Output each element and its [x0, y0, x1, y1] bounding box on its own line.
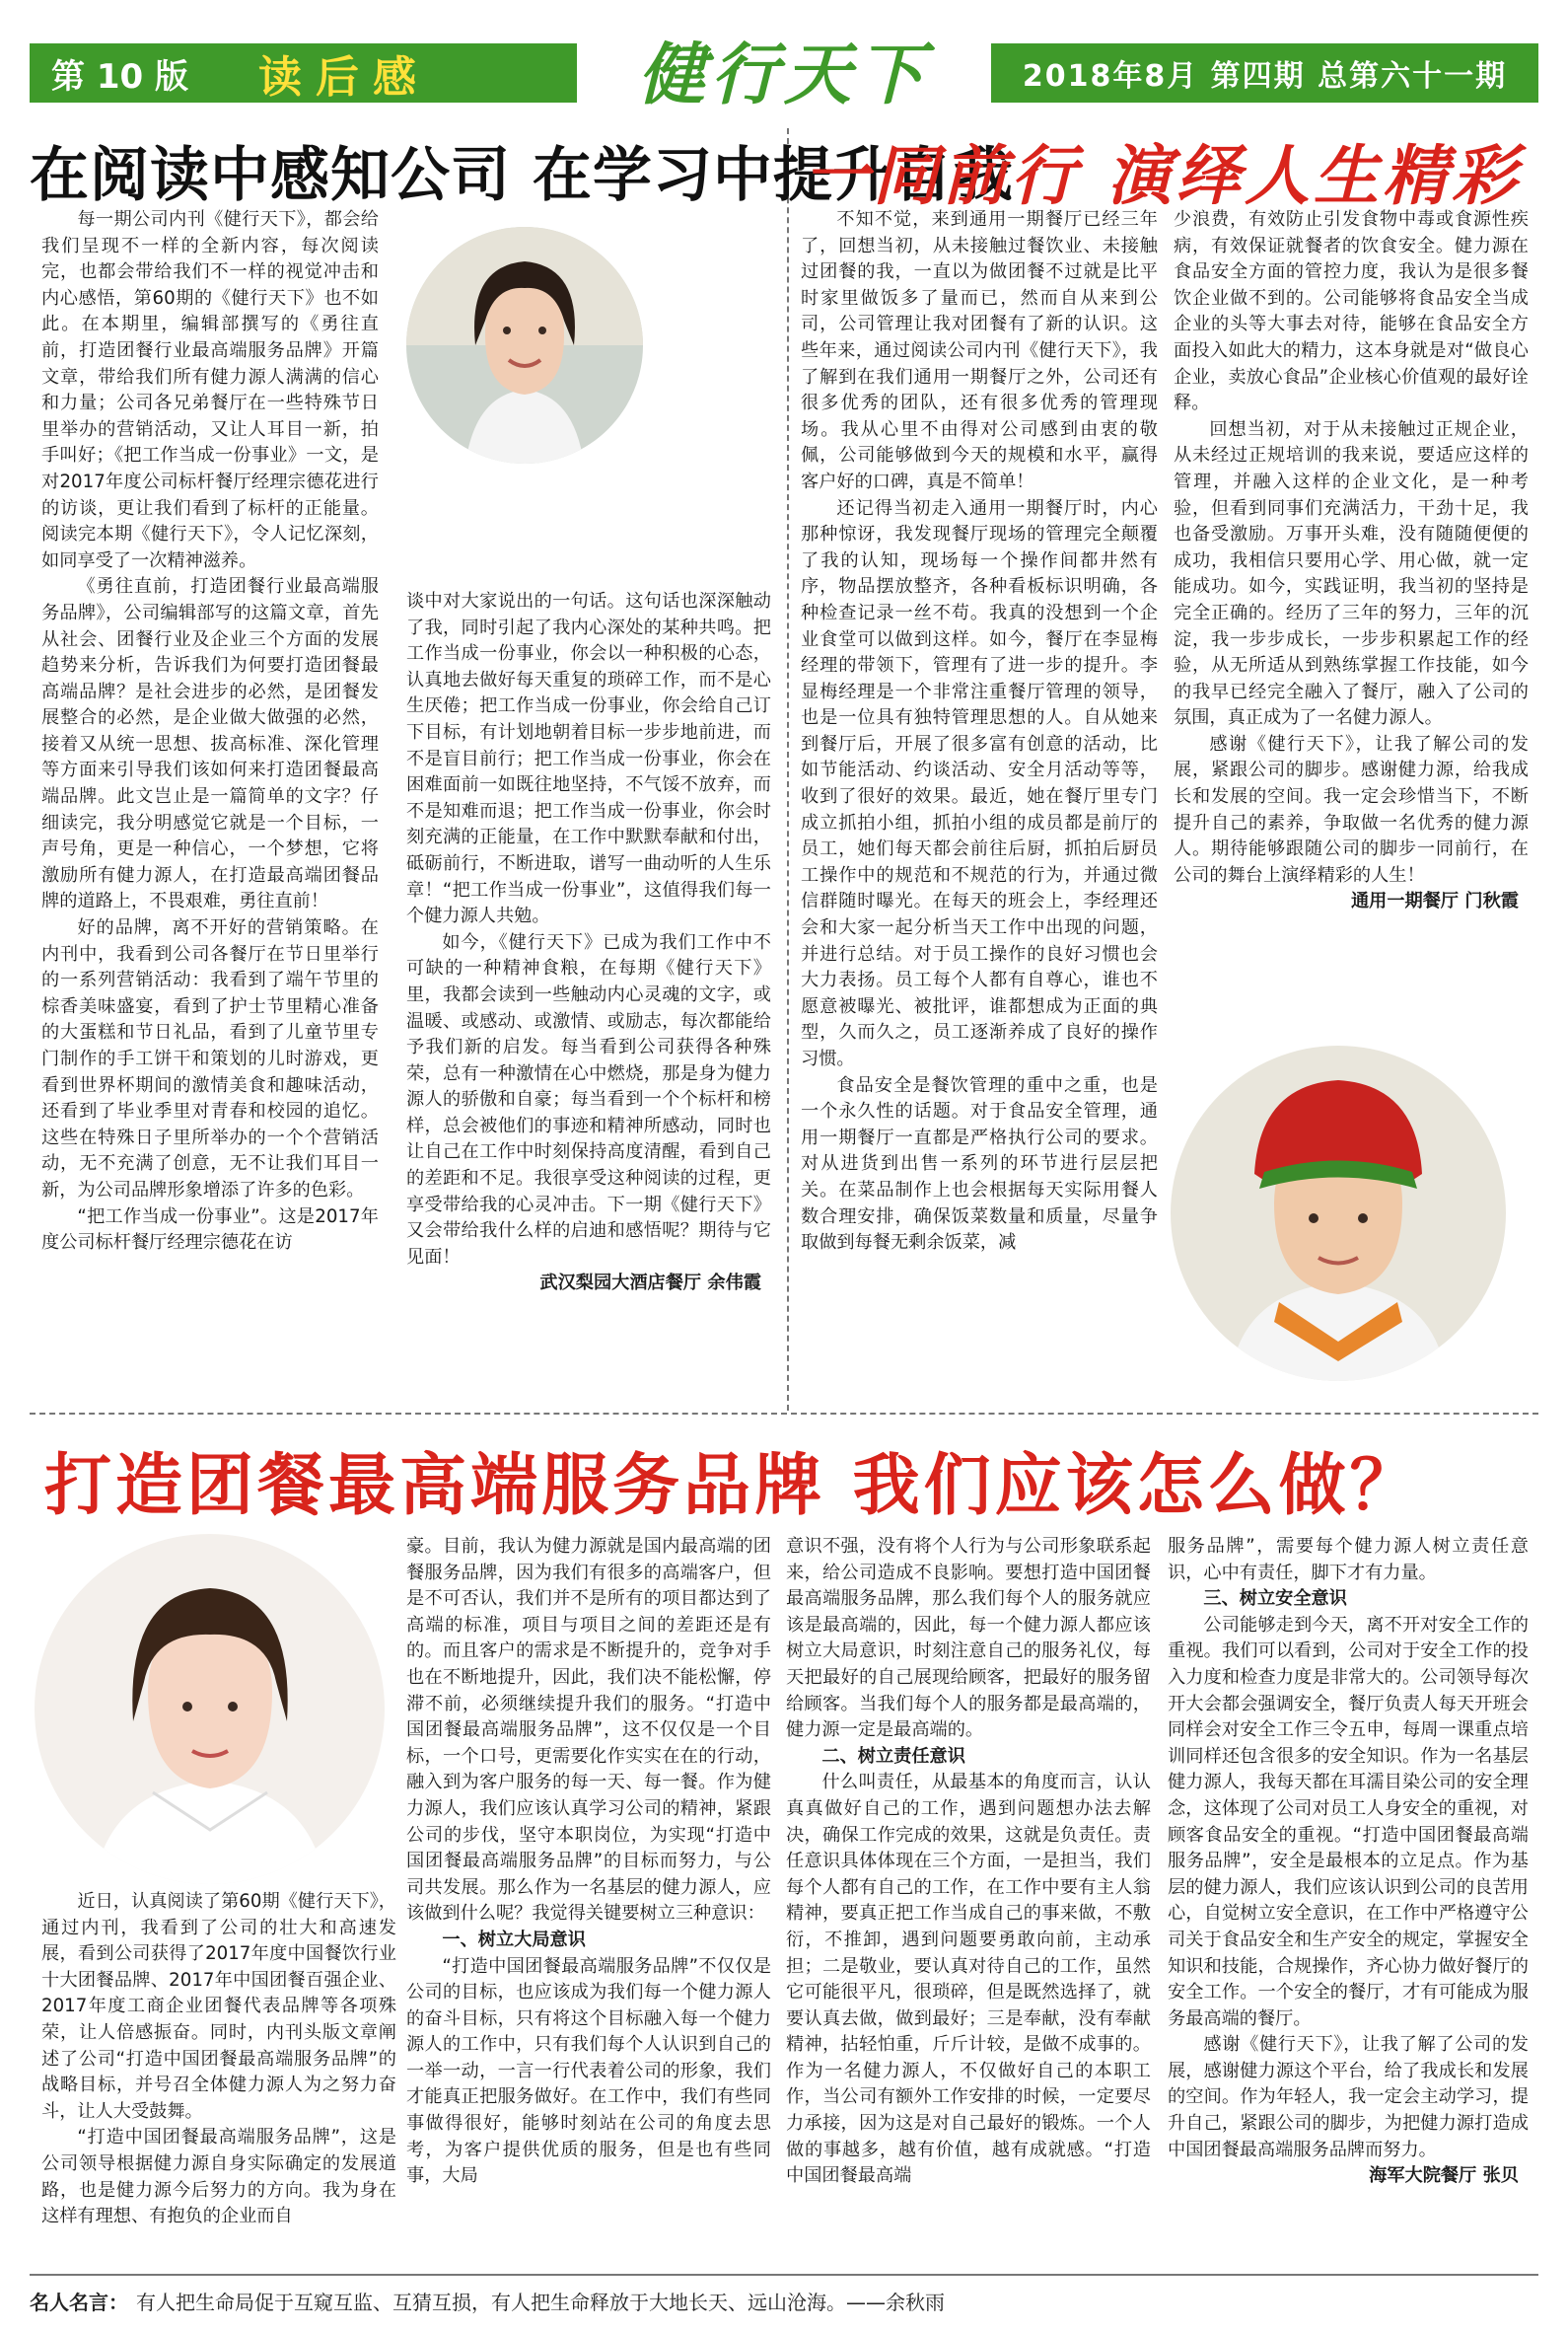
subheading: 三、树立安全意识 — [1203, 1588, 1347, 1610]
portrait-image — [35, 1534, 385, 1884]
masthead-left-bar — [30, 43, 577, 103]
masthead-right-bar — [991, 43, 1538, 103]
portrait-image — [1171, 1046, 1506, 1381]
article2-column-1 — [801, 207, 1158, 1396]
paragraph: 不知不觉，来到通用一期餐厅已经三年了，回想当初，从未接触过餐饮业、未接触过团餐的我，一直以为做团餐不过就是比平时家里做饭多了量而已，然而自从来到公司，公司管理让我对团餐有了新的认识。这些年来，通过阅读公司内刊《健行天下》，我了解到在我们通用一期餐厅之外，公司还有很多优秀的团队，还有很多优秀的管理现场。我从心里不由得对公司感到由衷的敬佩，公司能够做到今天的规模和水平，赢得客户好的口碑，真是不简单！ — [801, 209, 1158, 492]
article1-title: 在阅读中感知公司 在学习中提升自我 — [30, 141, 1014, 210]
paragraph: “打造中国团餐最高端服务品牌”不仅仅是公司的目标，也应该成为我们每一个健力源人的奋斗目标，只有将这个目标融入每一个健力源人的工作中，只有我们每个人认识到自己的一举一动，一言一行代表着公司的形象，我们才能真正把服务做好。在工作中，我们有些同事做得很好，能够时刻站在公司的角度去思考，为客户提供优质的服务，但是也有些同事，大局 — [406, 1955, 771, 2187]
article2-title: 一同前行 演绎人生精彩 — [804, 137, 1521, 214]
article2-signature: 通用一期餐厅 门秋霞 — [1350, 891, 1519, 912]
article3-title: 打造团餐最高端服务品牌 我们应该怎么做？ — [44, 1446, 1421, 1525]
paragraph: 《勇往直前，打造团餐行业最高端服务品牌》，公司编辑部写的这篇文章，首先从社会、团餐行业及企业三个方面的发展趋势来分析，告诉我们为何要打造团餐最高端品牌？是社会进步的必然，是团餐发展整合的必然，是企业做大做强的必然，接着又从统一思想、拔高标准、深化管理等方面来引导我们该如何来打造团餐最高端品牌。此文岂止是一篇简单的文字？仔细读完，我分明感觉它就是一个目标，一声号角，更是一种信心，一个梦想，它将激励所有健力源人，在打造最高端团餐品牌的道路上，不畏艰难，勇往直前！ — [41, 576, 379, 912]
paragraph: 服务品牌”，需要每个健力源人树立责任意识，心中有责任，脚下才有力量。 — [1168, 1536, 1529, 1583]
column-divider-top — [787, 128, 789, 1411]
article3-column-4 — [1168, 1534, 1529, 2269]
paper-logo — [602, 30, 966, 114]
footer-quote-bar — [30, 2281, 1538, 2320]
article3-column-2 — [406, 1534, 771, 2269]
paragraph: 少浪费，有效防止引发食物中毒或食源性疾病，有效保证就餐者的饮食安全。健力源在食品安全方面的管控力度，我认为是很多餐饮企业做不到的。公司能够将食品安全当成企业的头等大事去对待，能够在食品安全方面投入如此大的精力，这本身就是对“做良心企业，卖放心食品”企业核心价值观的最好诠释。 — [1174, 209, 1529, 414]
paragraph: 每一期公司内刊《健行天下》，都会给我们呈现不一样的全新内容，每次阅读完，也都会带给我们不一样的视觉冲击和内心感悟，第60期的《健行天下》也不如此。在本期里，编辑部撰写的《勇往直前，打造团餐行业最高端服务品牌》开篇文章，带给我们所有健力源人满满的信心和力量；公司各兄弟餐厅在一些特殊节日里举办的营销活动，又让人耳目一新，拍手叫好；《把工作当成一份事业》一文，是对2017年度公司标杆餐厅经理宗德花进行的访谈，更让我们看到了标杆的正能量。阅读完本期《健行天下》，令人记忆深刻，如同享受了一次精神滋养。 — [41, 209, 379, 571]
paragraph: 感谢《健行天下》，让我了解公司的发展，紧跟公司的脚步。感谢健力源，给我成长和发展的空间。我一定会珍惜当下，不断提升自己的素养，争取做一名优秀的健力源人。期待能够跟随公司的脚步一同前行，在公司的舞台上演绎精彩的人生！ — [1174, 733, 1529, 886]
article2-column-2 — [1174, 207, 1529, 1036]
subheading: 一、树立大局意识 — [442, 1929, 586, 1950]
paragraph: 近日，认真阅读了第60期《健行天下》，通过内刊，我看到了公司的壮大和高速发展，看到公司获得了2017年度中国餐饮行业十大团餐品牌、2017年中国团餐百强企业、2017年度工商企业团餐代表品牌等各项殊荣，让人倍感振奋。同时，内刊头版文章阐述了公司“打造中国团餐最高端服务品牌”的战略目标，并号召全体健力源人为之努力奋斗，让人大受鼓舞。 — [41, 1891, 396, 2122]
article3-column-3 — [786, 1534, 1151, 2269]
page-number: 第 10 版 — [51, 56, 188, 97]
issue-date: 2018年8月 第四期 总第六十一期 — [1022, 59, 1508, 94]
author-photo-yu — [406, 227, 643, 464]
article1-column-1 — [41, 207, 379, 1396]
paper-name: 健行天下 — [637, 35, 930, 114]
author-photo-men — [1171, 1046, 1506, 1381]
paragraph: 食品安全是餐饮管理的重中之重，也是一个永久性的话题。对于食品安全管理，通用一期餐厅一直都是严格执行公司的要求。对从进货到出售一系列的环节进行层层把关。在菜品制作上也会根据每天实际用餐人数合理安排，确保饭菜数量和质量，尽量争取做到每餐无剩余饭菜，减 — [801, 1074, 1158, 1254]
paragraph: 意识不强，没有将个人行为与公司形象联系起来，给公司造成不良影响。要想打造中国团餐最高端服务品牌，那么我们每个人的服务就应该是最高端的，因此，每一个健力源人都应该树立大局意识，时刻注意自己的服务礼仪，每天把最好的自己展现给顾客，把最好的服务留给顾客。当我们每个人的服务都是最高端的，健力源一定是最高端的。 — [786, 1536, 1151, 1741]
footer-label: 名人名言： — [30, 2290, 128, 2314]
paragraph: 回想当初，对于从未接触过正规企业，从未经过正规培训的我来说，要适应这样的管理，并融入这样的企业文化，是一种考验，但看到同事们充满活力，干劲十足，我也备受激励。万事开头难，没有随随便便的成功，我相信只要用心学、用心做，就一定能成功。如今，实践证明，我当初的坚持是完全正确的。经历了三年的努力，三年的沉淀，我一步步成长，一步步积累起工作的经验，从无所适从到熟练掌握工作技能，如今的我早已经完全融入了餐厅，融入了公司的氛围，真正成为了一名健力源人。 — [1174, 418, 1529, 729]
article3-column-1 — [41, 1889, 396, 2269]
paragraph: 如今，《健行天下》已成为我们工作中不可缺的一种精神食粮，在每期《健行天下》里，我都会读到一些触动内心灵魂的文字，或温暖、或感动、或激情、或励志，每次都能给予我们新的启发。每当看到公司获得各种殊荣，总有一种激情在心中燃烧，那是身为健力源人的骄傲和自豪；每当看到一个个标杆和榜样，总会被他们的事迹和精神所感动，同时也让自己在工作中时刻保持高度清醒，看到自己的差距和不足。我很享受这种阅读的过程，更享受带给我的心灵冲击。下一期《健行天下》又会带给我什么样的启迪和感悟呢？期待与它见面！ — [406, 931, 771, 1268]
article3-signature: 海军大院餐厅 张贝 — [1369, 2165, 1519, 2187]
paragraph: 还记得当初走入通用一期餐厅时，内心那种惊讶，我发现餐厅现场的管理完全颠覆了我的认知，现场每一个操作间都井然有序，物品摆放整齐，各种看板标识明确，各种检查记录一丝不苟。我真的没想到一个企业食堂可以做到这样。如今，餐厅在李显梅经理的带领下，管理有了进一步的提升。李显梅经理是一个非常注重餐厅管理的领导，也是一位具有独特管理思想的人。自从她来到餐厅后，开展了很多富有创意的活动，比如节能活动、约谈活动、安全月活动等等，收到了很好的效果。最近，她在餐厅里专门成立抓拍小组，抓拍小组的成员都是前厅的员工，她们每天都会前往后厨，抓拍后厨员工操作中的规范和不规范的行为，并通过微信群随时曝光。在每天的班会上，李经理还会和大家一起分析当天工作中出现的问题，并进行总结。对于员工操作的良好习惯也会大力表扬。员工每个人都有自尊心，谁也不愿意被曝光、被批评，谁都想成为正面的典型，久而久之，员工逐渐养成了良好的操作习惯。 — [801, 497, 1158, 1069]
author-photo-zhang — [35, 1534, 385, 1884]
paragraph: 好的品牌，离不开好的营销策略。在内刊中，我看到公司各餐厅在节日里举行的一系列营销活动：我看到了端午节里的棕香美味盛宴，看到了护士节里精心准备的大蛋糕和节日礼品，看到了儿童节里专门制作的手工饼干和策划的儿时游戏，更看到世界杯期间的激情美食和趣味活动，还看到了毕业季里对青春和校园的追忆。这些在特殊日子里所举办的一个个营销活动，无不充满了创意，无不让我们耳目一新，为公司品牌形象增添了许多的色彩。 — [41, 917, 379, 1201]
paragraph: “把工作当成一份事业”。这是2017年度公司标杆餐厅经理宗德花在访 — [41, 1205, 379, 1254]
paragraph: 豪。目前，我认为健力源就是国内最高端的团餐服务品牌，因为我们有很多的高端客户，但是不可否认，我们并不是所有的项目都达到了高端的标准，项目与项目之间的差距还是有的。而且客户的需求是不断提升的，竞争对手也在不断地提升，因此，我们决不能松懈，停滞不前，必须继续提升我们的服务。“打造中国团餐最高端服务品牌”，这不仅仅是一个目标，一个口号，更需要化作实实在在的行动，融入到为客户服务的每一天、每一餐。作为健力源人，我们应该认真学习公司的精神，紧跟公司的步伐，坚守本职岗位，为实现“打造中国团餐最高端服务品牌”的目标而努力，与公司共发展。那么作为一名基层的健力源人，应该做到什么呢？我觉得关键要树立三种意识： — [406, 1536, 771, 1925]
section-divider — [30, 1413, 1538, 1415]
paragraph: 公司能够走到今天，离不开对安全工作的重视。我们可以看到，公司对于安全工作的投入力度和检查力度是非常大的。公司领导每次开大会都会强调安全，餐厅负责人每天开班会同样会对安全工作三令五申，每周一课重点培训同样还包含很多的安全知识。作为一名基层健力源人，我每天都在耳濡目染公司的安全理念，这体现了公司对员工人身安全的重视，对顾客食品安全的重视。“打造中国团餐最高端服务品牌”，安全是最根本的立足点。作为基层的健力源人，我们应该认识到公司的良苦用心，自觉树立安全意识，在工作中严格遵守公司关于食品安全和生产安全的规定，掌握安全知识和技能，合规操作，齐心协力做好餐厅的安全工作。一个安全的餐厅，才有可能成为服务最高端的餐厅。 — [1168, 1614, 1529, 2029]
section-name: 读后感 — [258, 52, 430, 103]
masthead — [30, 30, 1538, 114]
portrait-image — [406, 227, 643, 464]
paragraph: “打造中国团餐最高端服务品牌”，这是公司领导根据健力源自身实际确定的发展道路，也是健力源今后努力的方向。我为身在这样有理想、有抱负的企业而自 — [41, 2127, 396, 2227]
paragraph: 谈中对大家说出的一句话。这句话也深深触动了我，同时引起了我内心深处的某种共鸣。把工作当成一份事业，你会以一种积极的心态，认真地去做好每天重复的琐碎工作，而不是心生厌倦；把工作当成一份事业，你会给自己订下目标，有计划地朝着目标一步步地前进，而不是盲目前行；把工作当成一份事业，你会在困难面前一如既往地坚持，不气馁不放弃，而不是知难而退；把工作当成一份事业，你会时刻充满的正能量，在工作中默默奉献和付出，砥砺前行，不断进取，谱写一曲动听的人生乐章！“把工作当成一份事业”，这值得我们每一个健力源人共勉。 — [406, 591, 771, 927]
article1-column-2 — [406, 589, 771, 1396]
subheading: 二、树立责任意识 — [821, 1745, 965, 1767]
article1-signature: 武汉梨园大酒店餐厅 余伟霞 — [539, 1273, 761, 1294]
footer-quote: 有人把生命局促于互窥互监、互猜互损，有人把生命释放于大地长天、远山沧海。——余秋雨 — [136, 2290, 945, 2314]
footer-divider — [30, 2274, 1538, 2276]
paragraph: 什么叫责任，从最基本的角度而言，认认真真做好自己的工作，遇到问题想办法去解决，确保工作完成的效果，这就是负责任。责任意识具体体现在三个方面，一是担当，我们每个人都有自己的工作，在工作中要有主人翁精神，要真正把工作当成自己的事来做，不敷衍，不推卸，遇到问题要勇敢向前，主动承担；二是敬业，要认真对待自己的工作，虽然它可能很平凡，很琐碎，但是既然选择了，就要认真去做，做到最好；三是奉献，没有奉献精神，拈轻怕重，斤斤计较，是做不成事的。作为一名健力源人，不仅做好自己的本职工作，当公司有额外工作安排的时候，一定要尽力承接，因为这是对自己最好的锻炼。一个人做的事越多，越有价值，越有成就感。“打造中国团餐最高端 — [786, 1772, 1151, 2187]
paragraph: 感谢《健行天下》，让我了解了公司的发展，感谢健力源这个平台，给了我成长和发展的空间。作为年轻人，我一定会主动学习，提升自己，紧跟公司的脚步，为把健力源打造成中国团餐最高端服务品牌而努力。 — [1168, 2034, 1529, 2160]
